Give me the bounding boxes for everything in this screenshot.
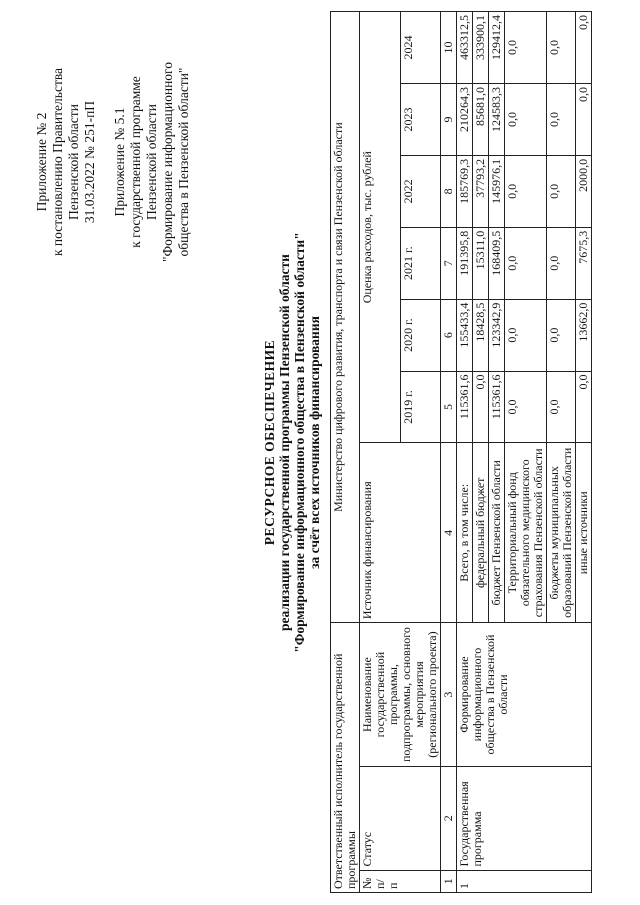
row-status: Государственная программа (457, 766, 592, 870)
value-cell: 13662,0 (576, 299, 592, 371)
header-row (360, 12, 401, 893)
col-number: 2 (441, 766, 457, 870)
appendix-line: Пензенской области (144, 104, 159, 220)
value-cell: 0,0 (547, 371, 576, 443)
value-cell: 0,0 (576, 371, 592, 443)
program-appendix (112, 32, 192, 292)
row-name: Формирование информационного общества в Пензенской области (457, 623, 592, 767)
row-no: 1 (457, 870, 592, 892)
value-cell: 0,0 (576, 12, 592, 84)
title-line: реализации государственной программы Пензенской области (277, 254, 292, 631)
value-cell: 333900,1 (473, 12, 489, 84)
executor-value: Министерство цифрового развития, транспорта и связи Пензенской области (331, 12, 360, 623)
header-year: 2022 (400, 155, 441, 227)
header-name: Наименование государственной программы, подпрограммы, основного мероприятия (регионального проекта) (360, 623, 441, 767)
header-year: 2020 г. (400, 299, 441, 371)
title-line: "Формирование информационного общества в Пензенской области" (292, 232, 307, 653)
appendix-line: "Формирование информационного (160, 61, 175, 263)
header-source: Источник финансирования (360, 443, 441, 623)
value-cell: 124583,3 (489, 83, 505, 155)
value-cell: 0,0 (505, 227, 547, 299)
value-cell: 85681,0 (473, 83, 489, 155)
value-cell: 0,0 (505, 299, 547, 371)
value-cell: 463312,5 (457, 12, 473, 84)
header-year: 2023 (400, 83, 441, 155)
source-label: федеральный бюджет (473, 443, 489, 623)
source-label: бюджеты муниципальных образований Пензенской области (547, 443, 576, 623)
value-cell: 155433,4 (457, 299, 473, 371)
col-number: 5 (441, 371, 457, 443)
appendix-line: Пензенской области (66, 104, 81, 220)
source-label: Территориальный фонд обязательного медицинского страхования Пензенской области (505, 443, 547, 623)
value-cell: 115361,6 (457, 371, 473, 443)
value-cell: 115361,6 (489, 371, 505, 443)
col-number: 6 (441, 299, 457, 371)
value-cell: 0,0 (547, 299, 576, 371)
value-cell: 185769,3 (457, 155, 473, 227)
col-number: 7 (441, 227, 457, 299)
table-row (457, 12, 473, 893)
resolution-appendix (34, 32, 98, 292)
col-number: 3 (441, 623, 457, 767)
value-cell: 129412,4 (489, 12, 505, 84)
appendix-line: к постановлению Правительства (50, 67, 65, 257)
value-cell: 0,0 (547, 155, 576, 227)
value-cell: 210264,3 (457, 83, 473, 155)
col-number: 4 (441, 443, 457, 623)
value-cell: 0,0 (547, 83, 576, 155)
value-cell: 0,0 (473, 371, 489, 443)
value-cell: 0,0 (505, 155, 547, 227)
value-cell: 15311,0 (473, 227, 489, 299)
document-title (262, 60, 322, 825)
value-cell: 0,0 (547, 227, 576, 299)
executor-row (331, 12, 360, 893)
header-estimate: Оценка расходов, тыс. рублей (360, 12, 401, 443)
col-number: 10 (441, 12, 457, 84)
appendix-line: 31.03.2022 № 251-пП (82, 100, 97, 224)
title-line: за счёт всех источников финансирования (307, 316, 322, 569)
col-number: 1 (441, 870, 457, 892)
appendix-line: к государственной программе (128, 76, 143, 248)
value-cell: 0,0 (505, 12, 547, 84)
column-numbers-row (441, 12, 457, 893)
value-cell: 123342,9 (489, 299, 505, 371)
title-main: РЕСУРСНОЕ ОБЕСПЕЧЕНИЕ (262, 339, 277, 546)
appendix-line: общества в Пензенской области" (176, 67, 191, 257)
header-no: № п/п (360, 870, 441, 892)
value-cell: 168409,5 (489, 227, 505, 299)
value-cell: 0,0 (505, 371, 547, 443)
value-cell: 0,0 (505, 83, 547, 155)
resource-table (330, 11, 592, 893)
col-number: 8 (441, 155, 457, 227)
value-cell: 191395,8 (457, 227, 473, 299)
appendix-block (34, 32, 206, 292)
value-cell: 0,0 (547, 12, 576, 84)
header-year: 2024 (400, 12, 441, 84)
source-label: бюджет Пензенской области (489, 443, 505, 623)
header-status: Статус (360, 766, 441, 870)
col-number: 9 (441, 83, 457, 155)
executor-label: Ответственный исполнитель государственной программы (331, 623, 360, 893)
appendix-line: Приложение № 2 (34, 112, 49, 212)
value-cell: 18428,5 (473, 299, 489, 371)
value-cell: 145976,1 (489, 155, 505, 227)
header-year: 2021 г. (400, 227, 441, 299)
header-year: 2019 г. (400, 371, 441, 443)
appendix-line: Приложение № 5.1 (112, 107, 127, 217)
source-label: иные источники (576, 443, 592, 623)
value-cell: 7675,3 (576, 227, 592, 299)
value-cell: 0,0 (576, 83, 592, 155)
value-cell: 2000,0 (576, 155, 592, 227)
value-cell: 37793,2 (473, 155, 489, 227)
source-label: Всего, в том числе: (457, 443, 473, 623)
